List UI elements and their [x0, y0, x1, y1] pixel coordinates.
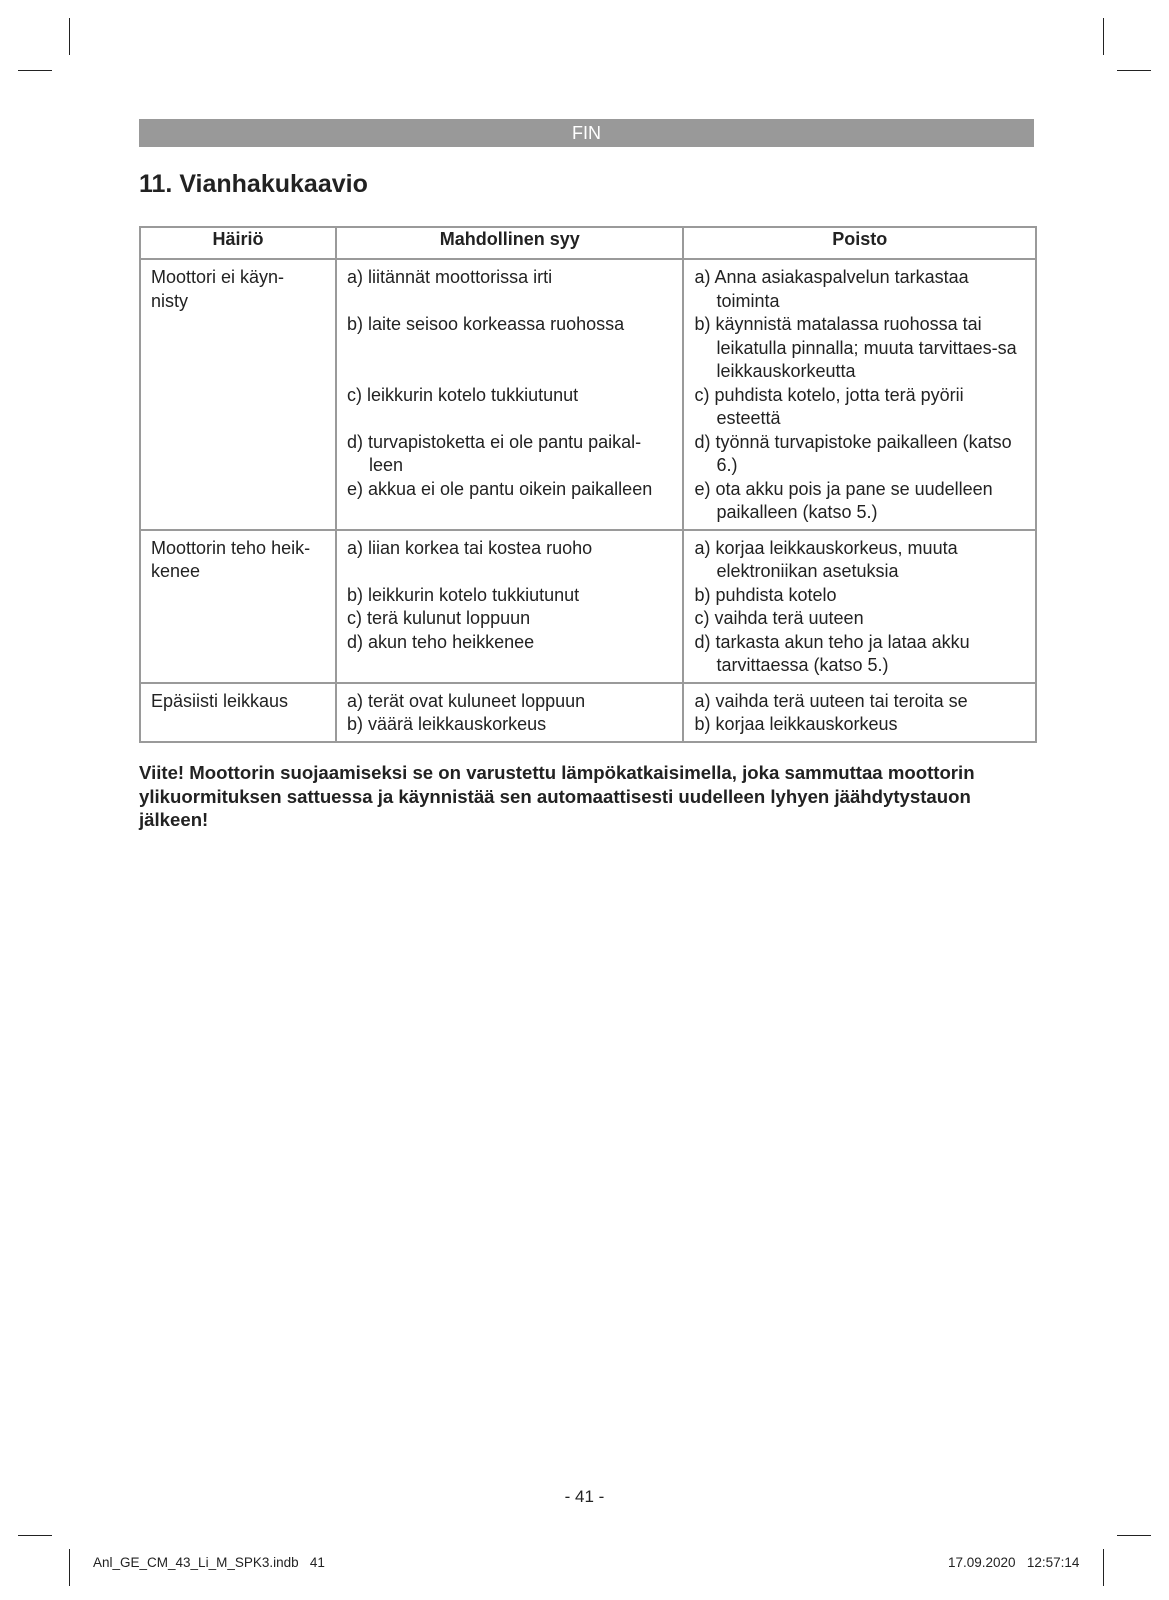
footer-datetime: 17.09.2020 12:57:14: [948, 1555, 1080, 1570]
remedy-item: a) vaihda terä uuteen tai teroita se: [694, 690, 968, 711]
cause-item: b) laite seisoo korkeassa ruohossa: [347, 314, 625, 334]
cause-item: d) turvapistoketta ei ole pantu paikal-leen: [347, 431, 642, 475]
cause-cell: [336, 530, 683, 683]
cause-item: a) terät ovat kuluneet loppuun: [347, 690, 586, 711]
page-number: - 41 -: [564, 1487, 605, 1506]
remedy-cell: [683, 683, 1036, 742]
crop-mark: [1103, 18, 1104, 55]
remedy-item: d) tarkasta akun teho ja lataa akku tarvittaessa (katso 5.): [694, 631, 970, 675]
remedy-cell: [683, 530, 1036, 683]
column-header-fault: Häiriö: [140, 227, 336, 259]
remedy-item: d) työnnä turvapistoke paikalleen (katso 6.): [694, 431, 1012, 475]
column-header-remedy: Poisto: [683, 227, 1036, 259]
cause-item: c) terä kulunut loppuun: [347, 608, 531, 628]
cause-cell: [336, 259, 683, 530]
remedy-item: c) vaihda terä uuteen: [694, 608, 864, 628]
crop-mark: [1117, 70, 1151, 71]
fault-cell: [140, 530, 336, 683]
spacer: [347, 337, 674, 361]
fault-text: Epäsiisti leikkaus: [151, 690, 289, 711]
section-title: 11. Vianhakukaavio: [139, 170, 368, 198]
cause-item: c) leikkurin kotelo tukkiutunut: [347, 384, 579, 405]
remedy-item: a) Anna asiakaspalvelun tarkastaa toiminta: [694, 267, 969, 311]
remedy-item: b) puhdista kotelo: [694, 584, 837, 605]
crop-mark: [1103, 1549, 1104, 1586]
spacer: [347, 407, 674, 431]
remedy-item: e) ota akku pois ja pane se uudelleen paikalleen (katso 5.): [694, 478, 993, 522]
table-row: [140, 683, 1036, 742]
spacer: [347, 290, 674, 314]
troubleshooting-table: [139, 226, 1037, 743]
spacer: [347, 560, 674, 584]
crop-mark: [18, 1535, 52, 1536]
crop-mark: [69, 18, 70, 55]
crop-mark: [18, 70, 52, 71]
footer-filename: Anl_GE_CM_43_Li_M_SPK3.indb 41: [93, 1555, 325, 1570]
remedy-item: c) puhdista kotelo, jotta terä pyörii esteettä: [694, 384, 964, 428]
remedy-cell: [683, 259, 1036, 530]
cause-item: d) akun teho heikkenee: [347, 631, 535, 652]
cause-cell: [336, 683, 683, 742]
fault-text: Moottorin teho heik-kenee: [151, 537, 311, 581]
fault-text: Moottori ei käyn-nisty: [151, 267, 285, 311]
table-row: [140, 530, 1036, 683]
table-header-row: [140, 227, 1036, 259]
crop-mark: [1117, 1535, 1151, 1536]
fault-cell: [140, 259, 336, 530]
fault-cell: [140, 683, 336, 742]
cause-item: e) akkua ei ole pantu oikein paikalleen: [347, 478, 653, 499]
crop-mark: [69, 1549, 70, 1586]
cause-item: a) liian korkea tai kostea ruoho: [347, 537, 593, 558]
column-header-cause: Mahdollinen syy: [336, 227, 683, 259]
remedy-item: b) korjaa leikkauskorkeus: [694, 714, 898, 734]
language-tab: FIN: [139, 119, 1034, 147]
spacer: [347, 360, 674, 384]
cause-item: b) väärä leikkauskorkeus: [347, 714, 547, 734]
remedy-item: a) korjaa leikkauskorkeus, muuta elektroniikan asetuksia: [694, 537, 958, 581]
note-paragraph: Viite! Moottorin suojaamiseksi se on varustettu lämpökatkaisimella, joka sammuttaa moottorin ylikuormituksen sattuessa ja käynnistää sen automaattisesti uudelleen lyhyen jäähdytystauon jälkeen!: [139, 762, 975, 830]
cause-item: a) liitännät moottorissa irti: [347, 267, 553, 287]
cause-item: b) leikkurin kotelo tukkiutunut: [347, 584, 580, 605]
remedy-item: b) käynnistä matalassa ruohossa tai leikatulla pinnalla; muuta tarvittaes-sa leikkauskorkeutta: [694, 314, 1017, 381]
table-row: [140, 259, 1036, 530]
